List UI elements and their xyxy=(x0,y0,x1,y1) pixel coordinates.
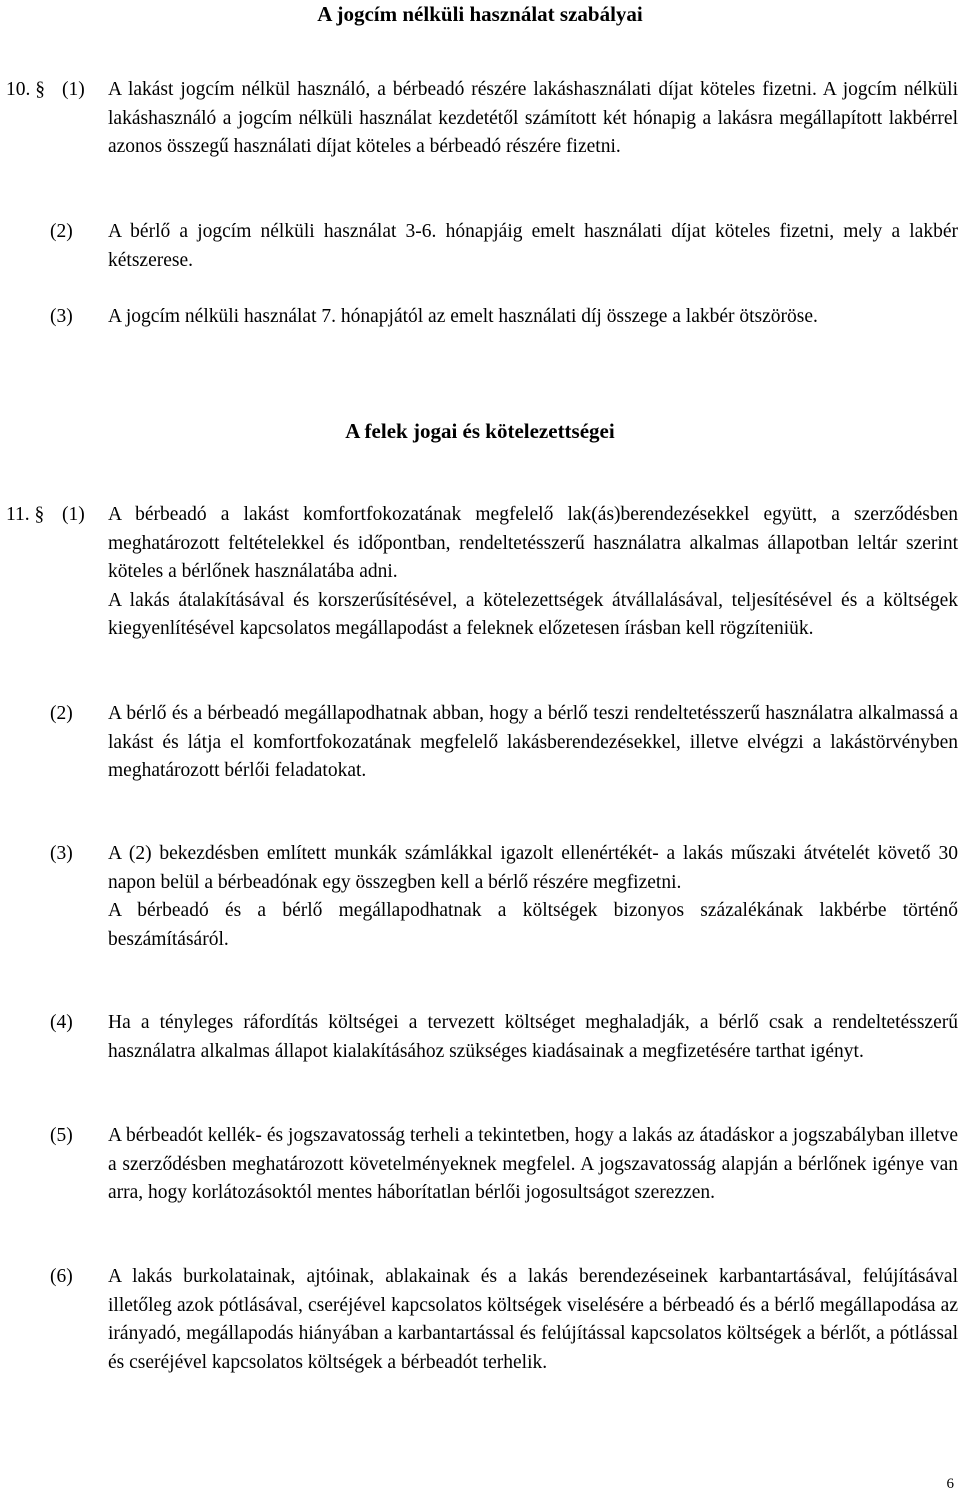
subsection-number: (6) xyxy=(50,1266,73,1287)
paragraph-11-1 xyxy=(0,501,960,644)
paragraph-11-2 xyxy=(0,700,960,786)
paragraph-text: A lakást jogcím nélkül használó, a bérbeadó részére lakáshasználati díjat köteles fizetni. A jogcím nélküli lakáshasználó a jogcím nélküli használat kezdetétől számított két hónapig a lakásra megállapított lakbérrel azonos összegű használati díjat köteles a bérbeadó részére fizetni. xyxy=(108,79,958,157)
subsection-number: (4) xyxy=(50,1012,73,1033)
paragraph-text-continued: A bérbeadó és a bérlő megállapodhatnak a költségek bizonyos százalékának lakbérbe történő beszámításáról. xyxy=(108,900,958,950)
subsection-number: (5) xyxy=(50,1125,73,1146)
paragraph-text: Ha a tényleges ráfordítás költségei a tervezett költséget meghaladják, a bérlő csak a rendeltetésszerű használatra alkalmas állapot kialakításához szükséges kiadásainak a megfizetésére tarthat igényt. xyxy=(108,1012,958,1062)
paragraph-text: A bérbeadót kellék- és jogszavatosság terheli a tekintetben, hogy a lakás az átadáskor a jogszabályban illetve a szerződésben meghatározott követelményeknek megfelel. A jogszavatosság alapján a bérlőnek igénye van arra, hogy korlátozásoktól mentes háborítatlan bérlői jogosultságot szerezzen. xyxy=(108,1125,958,1203)
paragraph-text: A bérlő és a bérbeadó megállapodhatnak abban, hogy a bérlő teszi rendeltetésszerű használatra alkalmassá a lakást és látja el komfortfokozatának megfelelő lakásberendezésekkel, illetve elvégzi a lakástörvényben meghatározott bérlői feladatokat. xyxy=(108,703,958,781)
paragraph-11-4 xyxy=(0,1009,960,1066)
section-heading-felek: A felek jogai és kötelezettségei xyxy=(345,419,615,443)
page-number: 6 xyxy=(946,1476,954,1492)
paragraph-11-5 xyxy=(0,1122,960,1208)
paragraph-10-1 xyxy=(0,76,960,162)
subsection-number: (2) xyxy=(50,221,73,242)
section-number: 10. § xyxy=(6,79,45,100)
paragraph-text-continued: A lakás átalakításával és korszerűsítésével, a kötelezettségek átvállalásával, teljesítésével és a költségek kiegyenlítésével kapcsolatos megállapodást a feleknek előzetesen írásban kell rögzíteniük. xyxy=(108,589,958,639)
paragraph-text: A jogcím nélküli használat 7. hónapjától az emelt használati díj összege a lakbér ötszöröse. xyxy=(108,306,818,327)
subsection-number: (3) xyxy=(50,306,73,327)
section-number: 11. § xyxy=(6,504,45,525)
subsection-number: (2) xyxy=(50,703,73,724)
paragraph-text: A lakás burkolatainak, ajtóinak, ablakainak és a lakás berendezéseinek karbantartásával, felújításával illetőleg azok pótlásával, cseréjével kapcsolatos költségek viselésére a bérbeadó és a bérlő megállapodása az irányadó, megállapodás hiányában a karbantartással és felújítással kapcsolatos költségek a bérlőt, a pótlással és cseréjével kapcsolatos költségek a bérbeadót terhelik. xyxy=(108,1266,958,1373)
section-heading-jogcim: A jogcím nélküli használat szabályai xyxy=(317,2,643,26)
paragraph-text: A bérlő a jogcím nélküli használat 3-6. hónapjáig emelt használati díjat köteles fizetni, mely a lakbér kétszerese. xyxy=(108,221,958,271)
subsection-number: (1) xyxy=(62,79,85,100)
subsection-number: (3) xyxy=(50,843,73,864)
paragraph-text: A bérbeadó a lakást komfortfokozatának megfelelő lak(ás)berendezésekkel együtt, a szerződésben meghatározott feltételekkel és időpontban, rendeltetésszerű használatra alkalmas állapotban leltár szerint köteles a bérlőnek használatába adni. xyxy=(108,504,958,582)
subsection-number: (1) xyxy=(62,504,85,525)
paragraph-text: A (2) bekezdésben említett munkák számlákkal igazolt ellenértékét- a lakás műszaki átvételét követő 30 napon belül a bérbeadónak egy összegben kell a bérlő részére megfizetni. xyxy=(108,843,958,893)
paragraph-10-3 xyxy=(0,303,960,332)
paragraph-10-2 xyxy=(0,218,960,275)
paragraph-11-6 xyxy=(0,1263,960,1377)
paragraph-11-3 xyxy=(0,840,960,954)
